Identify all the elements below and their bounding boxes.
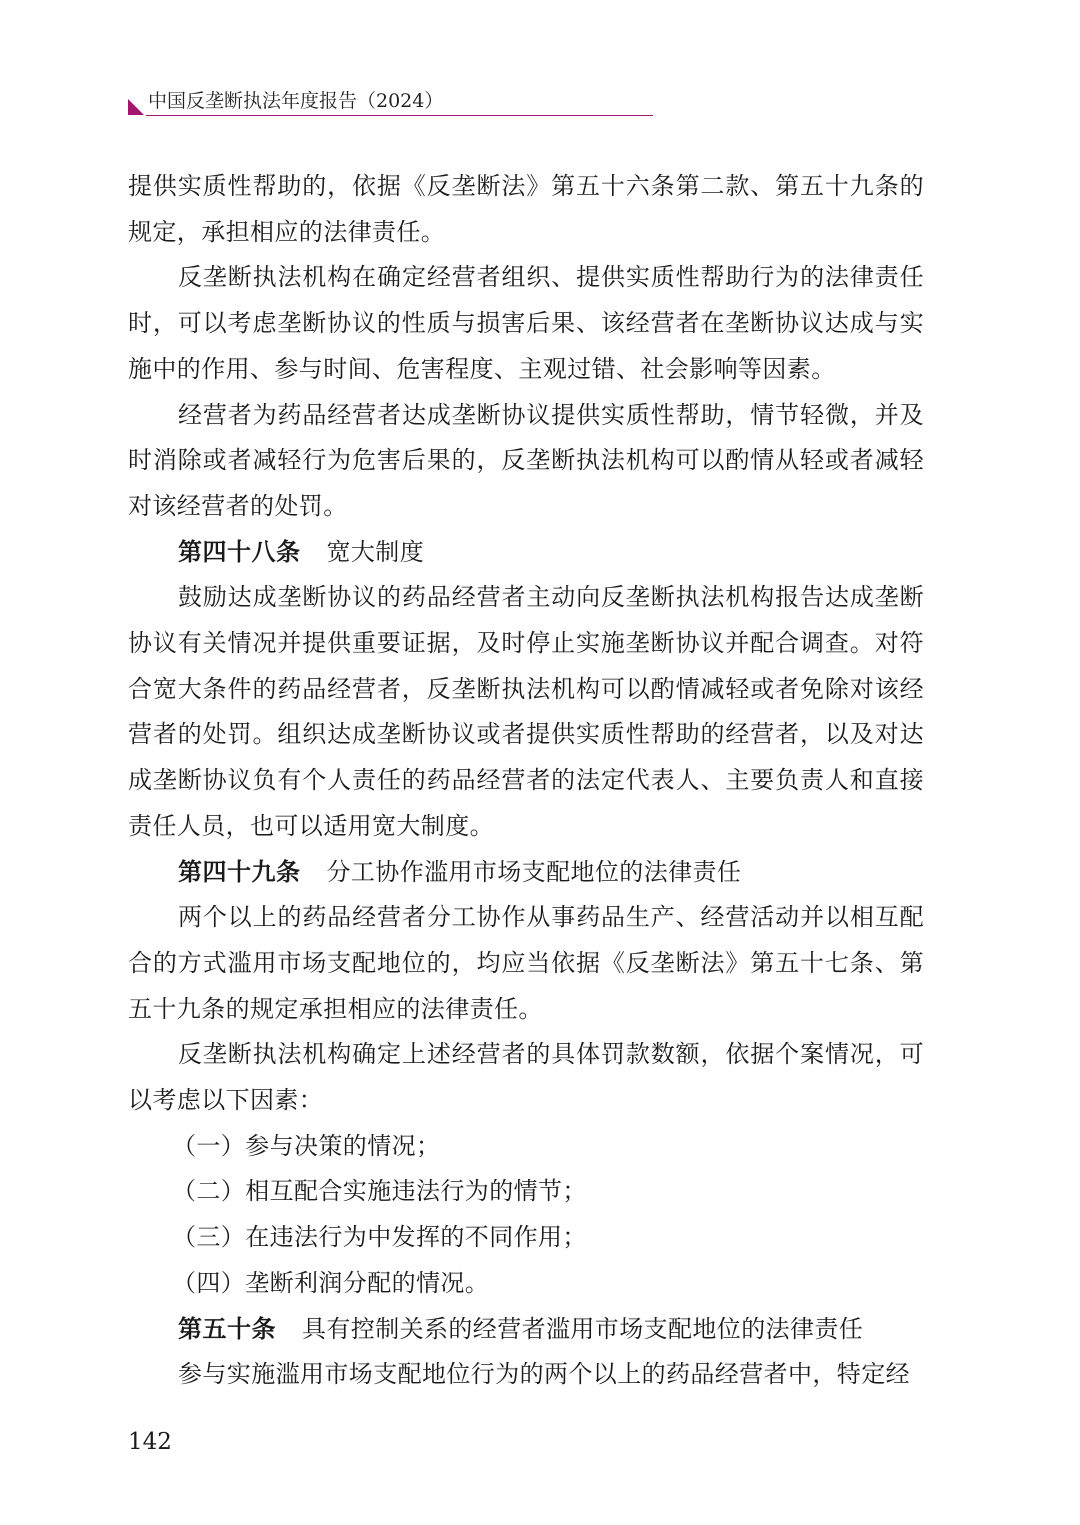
header-title: 中国反垄断执法年度报告（2024） xyxy=(148,90,444,112)
article-number: 第五十条 xyxy=(178,1314,276,1343)
article-number: 第四十九条 xyxy=(178,857,301,886)
body-text xyxy=(128,164,924,1398)
paragraph: 参与实施滥用市场支配地位行为的两个以上的药品经营者中，特定经 xyxy=(178,1360,910,1389)
article-49-heading xyxy=(128,850,924,896)
article-title: 分工协作滥用市场支配地位的法律责任 xyxy=(326,857,742,886)
article-number: 第四十八条 xyxy=(178,537,301,566)
article-50-heading xyxy=(128,1307,924,1353)
paragraph: 反垄断执法机构在确定经营者组织、提供实质性帮助行为的法律责任时，可以考虑垄断协议的性质与损害后果、该经营者在垄断协议达成与实施中的作用、参与时间、危害程度、主观过错、社会影响等因素。 xyxy=(128,263,924,383)
header-triangle-icon xyxy=(128,99,144,115)
article-title: 具有控制关系的经营者滥用市场支配地位的法律责任 xyxy=(302,1314,864,1343)
page-number: 142 xyxy=(128,1429,172,1455)
running-header xyxy=(128,88,653,118)
list-item: （三）在违法行为中发挥的不同作用； xyxy=(172,1223,587,1252)
article-title: 宽大制度 xyxy=(326,537,425,566)
paragraph: 经营者为药品经营者达成垄断协议提供实质性帮助，情节轻微，并及时消除或者减轻行为危害后果的，反垄断执法机构可以酌情从轻或者减轻对该经营者的处罚。 xyxy=(128,400,924,520)
list-item: （四）垄断利润分配的情况。 xyxy=(172,1268,490,1297)
list-item: （一）参与决策的情况； xyxy=(172,1131,441,1160)
paragraph: 两个以上的药品经营者分工协作从事药品生产、经营活动并以相互配合的方式滥用市场支配地位的，均应当依据《反垄断法》第五十七条、第五十九条的规定承担相应的法律责任。 xyxy=(128,903,924,1023)
article-48-heading xyxy=(128,530,924,576)
list-item: （二）相互配合实施违法行为的情节； xyxy=(172,1177,587,1206)
paragraph: 提供实质性帮助的，依据《反垄断法》第五十六条第二款、第五十九条的规定，承担相应的法律责任。 xyxy=(128,172,924,246)
header-rule xyxy=(146,115,653,116)
paragraph: 反垄断执法机构确定上述经营者的具体罚款数额，依据个案情况，可以考虑以下因素： xyxy=(128,1040,924,1115)
paragraph: 鼓励达成垄断协议的药品经营者主动向反垄断执法机构报告达成垄断协议有关情况并提供重要证据，及时停止实施垄断协议并配合调查。对符合宽大条件的药品经营者，反垄断执法机构可以酌情减轻或者免除对该经营者的处罚。组织达成垄断协议或者提供实质性帮助的经营者，以及对达成垄断协议负有个人责任的药品经营者的法定代表人、主要负责人和直接责任人员，也可以适用宽大制度。 xyxy=(128,583,924,840)
